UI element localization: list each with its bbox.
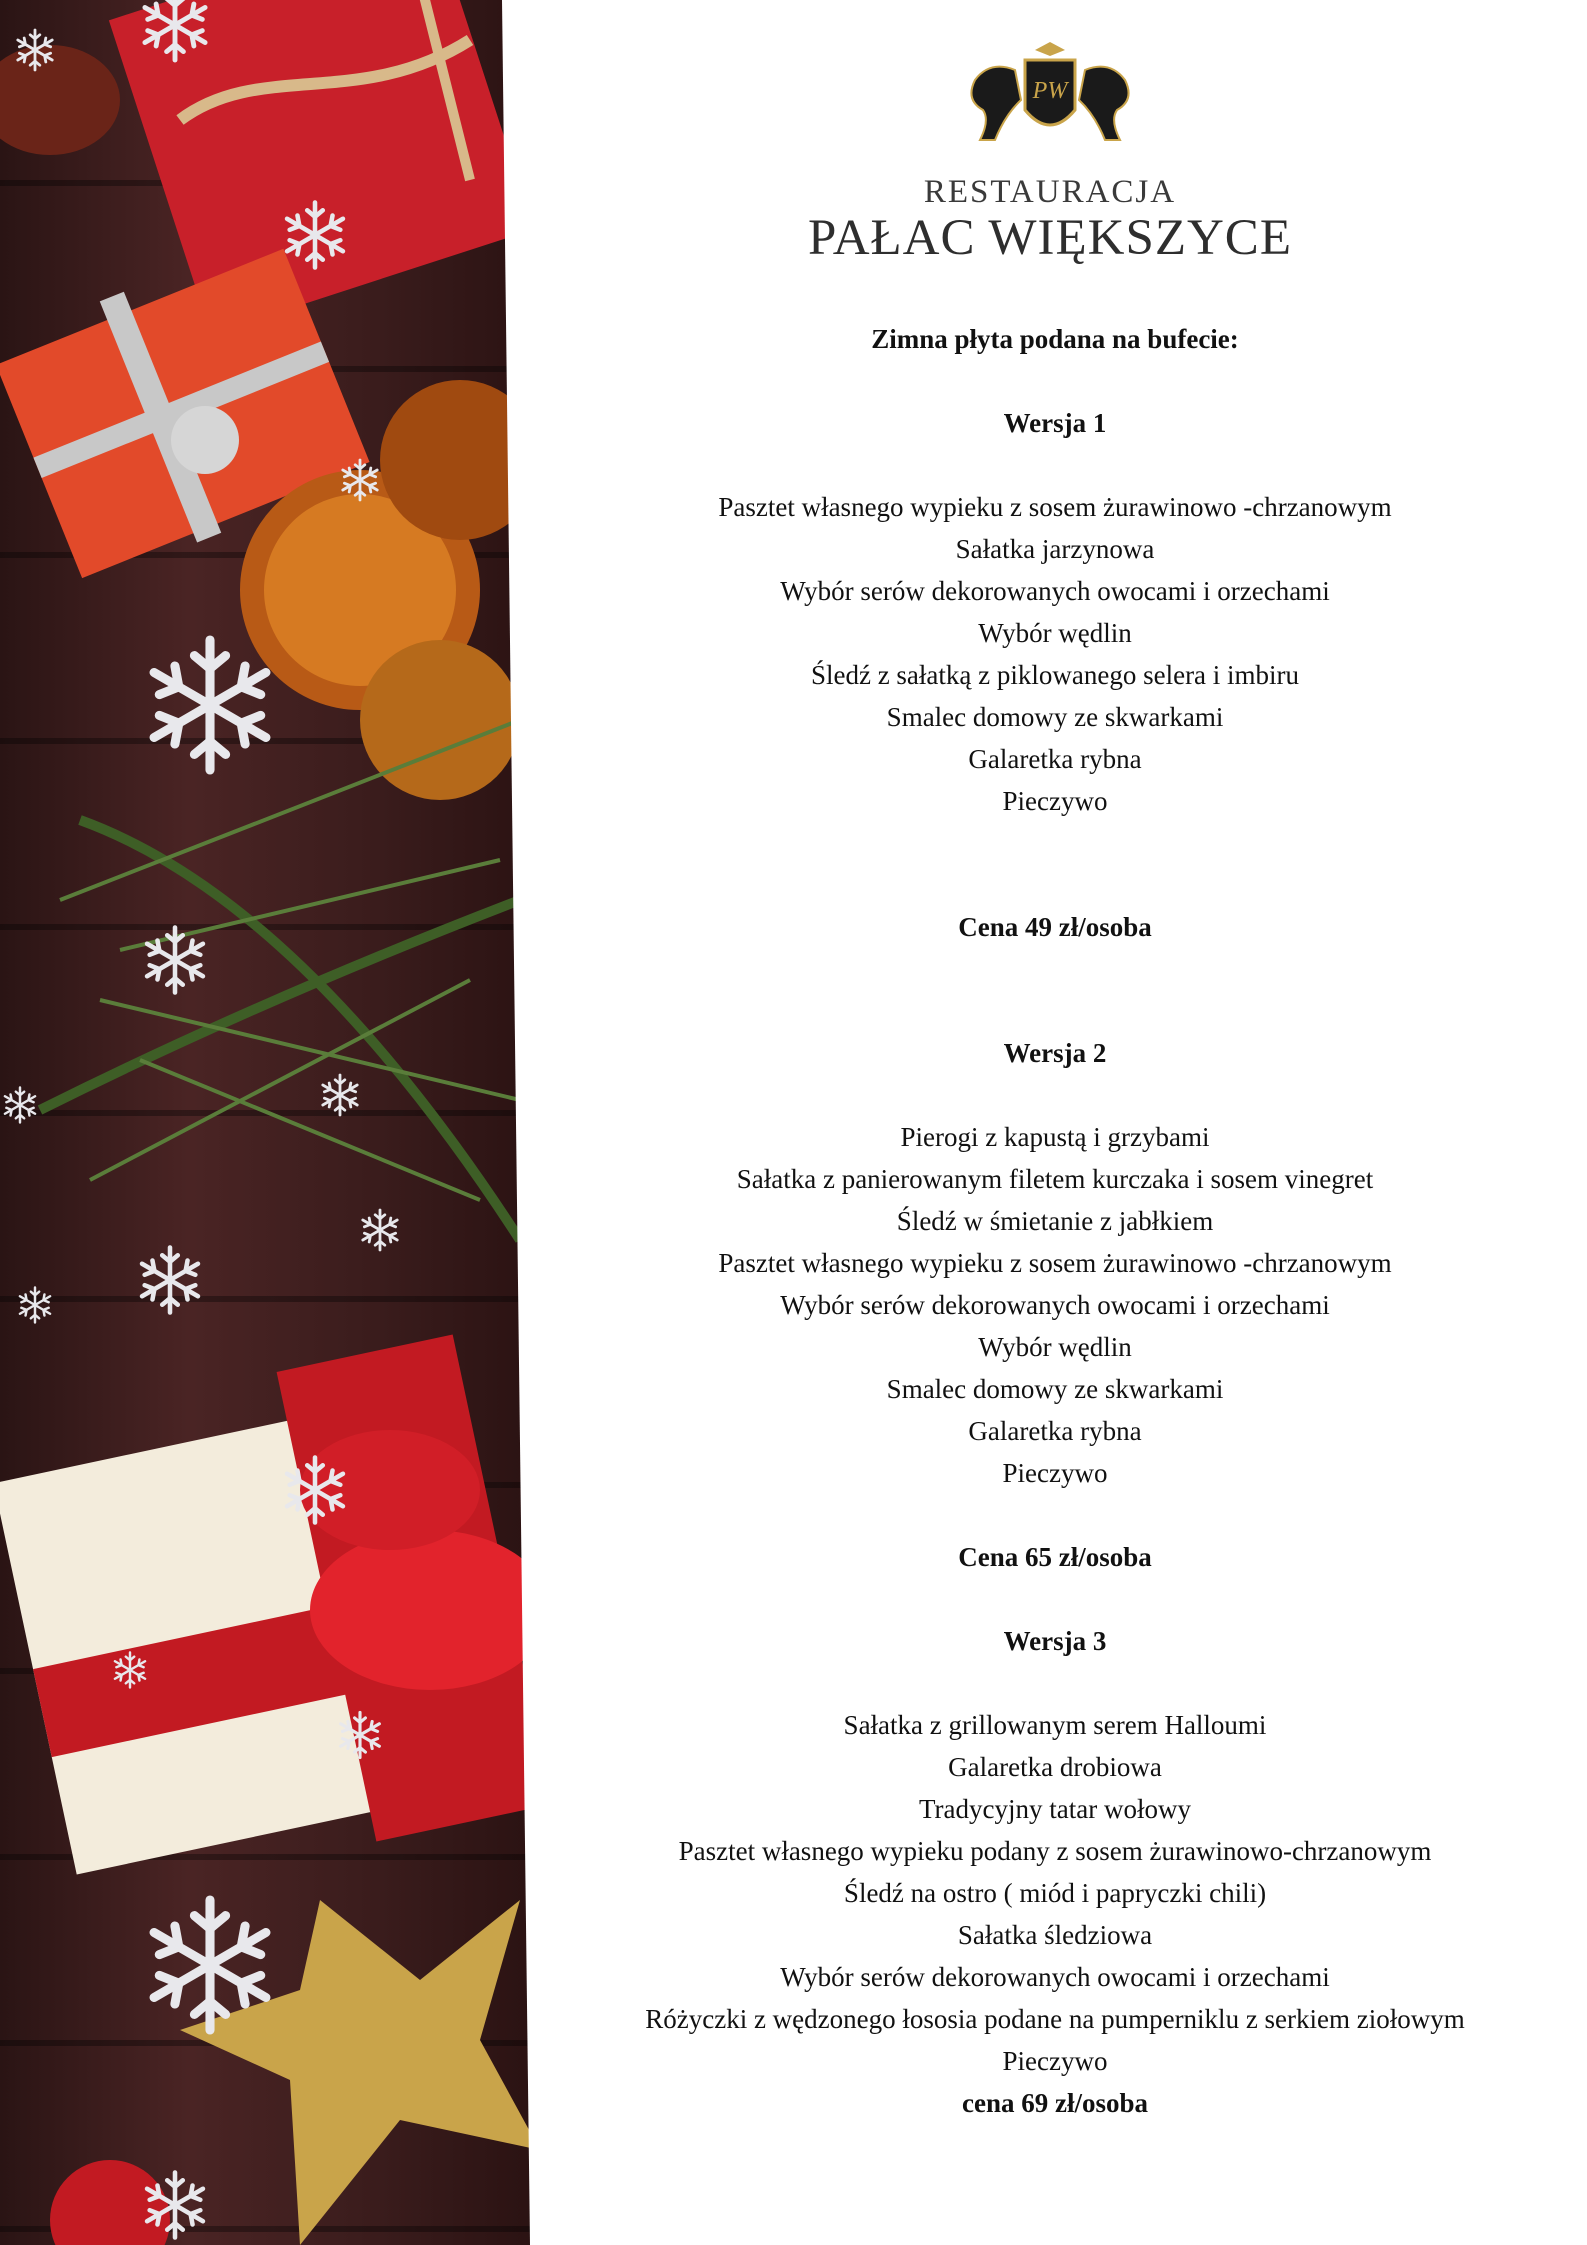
- dish-item: Pasztet własnego wypieku z sosem żurawinowo -chrzanowym: [718, 1248, 1392, 1278]
- christmas-decoration-panel: [0, 0, 540, 2245]
- dish-item: Sałatka śledziowa: [957, 1920, 1153, 1950]
- dish-item: Wybór serów dekorowanych owocami i orzechami: [780, 1962, 1330, 1992]
- crest-emblem: [955, 40, 1145, 160]
- dish-item: Wybór serów dekorowanych owocami i orzechami: [780, 1290, 1330, 1320]
- dish-list: [560, 1116, 1550, 1494]
- restaurant-logo: [790, 40, 1310, 267]
- dish-item: Pieczywo: [1002, 2046, 1108, 2076]
- dish-item: Śledź w śmietanie z jabłkiem: [896, 1206, 1214, 1236]
- pine-cone: [0, 45, 120, 155]
- menu-heading: Zimna płyta podana na bufecie:: [871, 324, 1239, 354]
- version-price: cena 69 zł/osoba: [962, 2088, 1148, 2118]
- dish-item: Smalec domowy ze skwarkami: [886, 1374, 1224, 1404]
- version-price: Cena 65 zł/osoba: [958, 1542, 1152, 1572]
- dish-item: Pieczywo: [1002, 786, 1108, 816]
- dish-item: Tradycyjny tatar wołowy: [919, 1794, 1191, 1824]
- dish-item: Galaretka rybna: [968, 1416, 1142, 1446]
- version-price: Cena 49 zł/osoba: [958, 912, 1152, 942]
- dish-item: Galaretka rybna: [968, 744, 1142, 774]
- red-bauble: [50, 2160, 170, 2245]
- version-1: [560, 402, 1550, 948]
- dish-list: [560, 1704, 1550, 2082]
- dish-item: Smalec domowy ze skwarkami: [886, 702, 1224, 732]
- version-title: Wersja 2: [1003, 1038, 1107, 1068]
- dish-item: Wybór wędlin: [978, 1332, 1132, 1362]
- dish-item: Pasztet własnego wypieku z sosem żurawinowo -chrzanowym: [718, 492, 1392, 522]
- version-2: [560, 1032, 1550, 1578]
- dish-item: Galaretka drobiowa: [948, 1752, 1162, 1782]
- logo-restauracja: RESTAURACJA: [923, 174, 1177, 210]
- version-title: Wersja 3: [1003, 1626, 1107, 1656]
- dish-item: Pieczywo: [1002, 1458, 1108, 1488]
- buffet-menu: [560, 318, 1550, 2124]
- logo-palac-wiekszyce: PAŁAC WIĘKSZYCE: [808, 210, 1292, 266]
- dish-item: Wybór wędlin: [978, 618, 1132, 648]
- dish-item: Różyczki z wędzonego łososia podane na pumperniklu z serkiem ziołowym: [645, 2004, 1465, 2034]
- version-title: Wersja 1: [1003, 408, 1107, 438]
- dish-list: [560, 486, 1550, 822]
- version-3: [560, 1620, 1550, 2124]
- dish-item: Sałatka jarzynowa: [955, 534, 1155, 564]
- dish-item: Sałatka z panierowanym filetem kurczaka i sosem vinegret: [736, 1164, 1374, 1194]
- dish-item: Śledź na ostro ( miód i papryczki chili): [843, 1878, 1267, 1908]
- christmas-illustration: [0, 0, 540, 2245]
- dish-item: Pierogi z kapustą i grzybami: [900, 1122, 1210, 1152]
- dish-item: Sałatka z grillowanym serem Halloumi: [843, 1710, 1267, 1740]
- cream-gift: [0, 1335, 540, 1875]
- dish-item: Śledź z sałatką z piklowanego selera i imbiru: [810, 660, 1300, 690]
- crest-monogram: PW: [1032, 78, 1068, 104]
- dish-item: Pasztet własnego wypieku podany z sosem żurawinowo-chrzanowym: [678, 1836, 1432, 1866]
- dish-item: Wybór serów dekorowanych owocami i orzechami: [780, 576, 1330, 606]
